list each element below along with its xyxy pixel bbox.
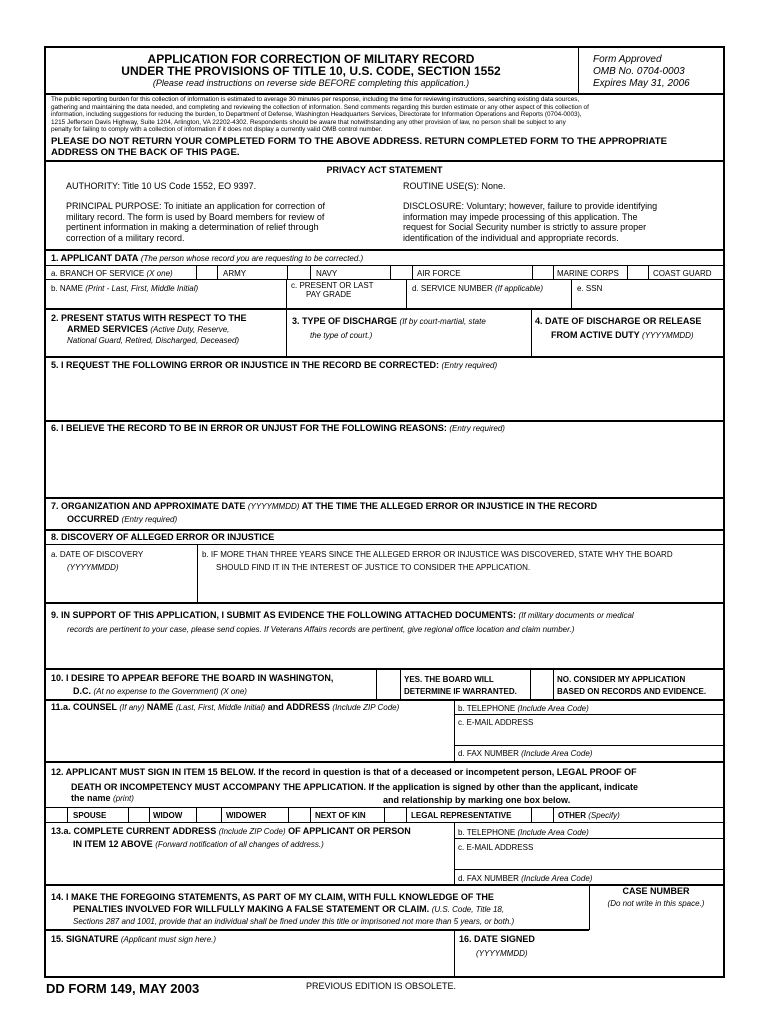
burden-line: penalty for failing to comply with a collection of information if it does not display a currently valid OMB control number. <box>51 126 383 133</box>
s8b-line: SHOULD FIND IT IN THE INTEREST OF JUSTICE TO CONSIDER THE APPLICATION. <box>216 563 531 572</box>
spouse-label: SPOUSE <box>73 811 107 820</box>
s13a-line: OF APPLICANT OR PERSON <box>288 826 411 836</box>
s8b-line: b. IF MORE THAN THREE YEARS SINCE THE ALLEGED ERROR OR INJUSTICE WAS DISCOVERED, STATE WHY THE BOARD <box>202 550 673 559</box>
s2-note: (Active Duty, Reserve, <box>150 325 230 334</box>
s13a-note: (Forward notification of all changes of address.) <box>155 840 324 849</box>
counsel-email-label: c. E-MAIL ADDRESS <box>458 718 534 727</box>
s4-line: 4. DATE OF DISCHARGE OR RELEASE <box>535 316 702 326</box>
s9-label <box>51 608 634 637</box>
branch-text: a. BRANCH OF SERVICE <box>51 269 145 278</box>
s4-note: (YYYYMMDD) <box>642 331 694 340</box>
branch-label <box>51 269 173 278</box>
branch-army-label: ARMY <box>223 269 247 278</box>
s7-line: OCCURRED <box>67 514 120 524</box>
applicant-fax-text: d. FAX NUMBER <box>458 874 519 883</box>
s5-title: 5. I REQUEST THE FOLLOWING ERROR OR INJUSTICE IN THE RECORD BE CORRECTED: <box>51 360 440 370</box>
s14-line: 14. I MAKE THE FOREGOING STATEMENTS, AS PART OF MY CLAIM, WITH FULL KNOWLEDGE OF THE <box>51 892 494 902</box>
s15-title: 15. SIGNATURE <box>51 934 119 944</box>
s11a-note: (If any) <box>119 703 145 712</box>
s4-label <box>535 314 701 343</box>
branch-air-force-checkbox[interactable] <box>392 267 410 278</box>
applicant-telephone-note: (Include Area Code) <box>517 828 589 837</box>
branch-army-checkbox[interactable] <box>198 267 215 278</box>
purpose-line: PRINCIPAL PURPOSE: To initiate an application for correction of <box>66 201 325 211</box>
s7-note: (Entry required) <box>121 515 178 524</box>
s11a-text: NAME <box>146 702 174 712</box>
s12-relationship-label: and relationship by marking one box below. <box>383 795 571 805</box>
pay-grade-line: c. PRESENT OR LAST <box>291 281 374 290</box>
burden-statement <box>51 96 721 134</box>
branch-marine-corps-checkbox[interactable] <box>534 267 551 278</box>
s9-documents-textarea[interactable] <box>50 638 718 664</box>
s12-name-label <box>71 793 134 803</box>
appear-yes-line: YES. THE BOARD WILL <box>404 675 494 684</box>
other-checkbox[interactable] <box>533 809 551 821</box>
applicant-fax-label <box>458 874 592 883</box>
s16-label: 16. DATE SIGNED <box>459 934 535 944</box>
appear-yes-label <box>404 674 517 698</box>
s9-note: records are pertinent to your case, please send copies. If Veterans Affairs records are pertinent, give regional office location and claim number.) <box>67 625 575 634</box>
widower-checkbox[interactable] <box>198 809 219 821</box>
s3-label <box>292 314 486 343</box>
case-number-note: (Do not write in this space.) <box>607 899 705 908</box>
counsel-telephone-note: (Include Area Code) <box>517 704 589 713</box>
s3-title: 3. TYPE OF DISCHARGE <box>292 316 398 326</box>
s5-error-textarea[interactable] <box>50 374 718 416</box>
s7-label <box>51 500 597 526</box>
privacy-disclosure <box>403 201 657 243</box>
disclosure-line: request for Social Security number is strictly to assure proper <box>403 222 647 232</box>
form-title-line1: APPLICATION FOR CORRECTION OF MILITARY RECORD <box>147 52 475 66</box>
return-warning <box>51 136 667 158</box>
name-label <box>51 284 198 293</box>
s12-label <box>51 765 638 795</box>
other-note: (Specify) <box>588 811 620 820</box>
s9-note: (If military documents or medical <box>518 611 634 620</box>
s1-note: (The person whose record you are requesting to be corrected.) <box>140 254 364 263</box>
branch-air-force-label: AIR FORCE <box>417 269 461 278</box>
next-of-kin-checkbox[interactable] <box>290 809 309 821</box>
appear-no-line: BASED ON RECORDS AND EVIDENCE. <box>557 687 707 696</box>
form-identifier: DD FORM 149, MAY 2003 <box>46 981 200 996</box>
s3-note: (If by court-martial, state <box>399 317 486 326</box>
warning-line: PLEASE DO NOT RETURN YOUR COMPLETED FORM TO THE ABOVE ADDRESS. RETURN COMPLETED FORM TO THE APPROPRIATE <box>51 136 667 147</box>
s10-line: 10. I DESIRE TO APPEAR BEFORE THE BOARD IN WASHINGTON, <box>51 673 334 683</box>
burden-line: gathering and maintaining the data needed, and completing and reviewing the collection of information. Send comments regarding this burden estimate or any other aspect of this collection of <box>51 103 589 111</box>
applicant-telephone-label <box>458 828 589 837</box>
s11a-note: (Include ZIP Code) <box>332 703 400 712</box>
s8b-label <box>202 548 673 574</box>
s14-note: Sections 287 and 1001, provide that an individual shall be fined under this title or imprisoned not more than 5 years, or both.) <box>73 917 515 926</box>
service-number-label <box>412 284 543 293</box>
s16-note: (YYYYMMDD) <box>476 949 528 958</box>
s7-line: 7. ORGANIZATION AND APPROXIMATE DATE <box>51 501 246 511</box>
privacy-authority: AUTHORITY: Title 10 US Code 1552, EO 9397. <box>66 181 257 191</box>
s13a-label <box>51 825 411 851</box>
counsel-telephone-label <box>458 704 589 713</box>
appear-no-checkbox[interactable] <box>532 670 551 698</box>
spouse-checkbox[interactable] <box>47 809 66 821</box>
counsel-telephone-text: b. TELEPHONE <box>458 704 516 713</box>
s12-name-note: (print) <box>113 794 134 803</box>
service-number-text: d. SERVICE NUMBER <box>412 284 493 293</box>
s4-line: FROM ACTIVE DUTY <box>551 330 640 340</box>
appear-yes-line: DETERMINE IF WARRANTED. <box>404 687 517 696</box>
s8a-label <box>51 548 143 574</box>
applicant-fax-note: (Include Area Code) <box>521 874 593 883</box>
counsel-fax-text: d. FAX NUMBER <box>458 749 519 758</box>
appear-no-line: NO. CONSIDER MY APPLICATION <box>557 675 686 684</box>
case-number-label: CASE NUMBER <box>622 886 690 896</box>
s1-title: 1. APPLICANT DATA <box>51 253 139 263</box>
counsel-fax-label <box>458 749 592 758</box>
s2-line: 2. PRESENT STATUS WITH RESPECT TO THE <box>51 313 247 323</box>
other-label <box>558 811 620 820</box>
s11a-text: 11.a. COUNSEL <box>51 702 117 712</box>
s12-line: 12. APPLICANT MUST SIGN IN ITEM 15 BELOW. If the record in question is that of a deceased or incompetent person, LEGAL PROOF OF <box>51 767 637 777</box>
applicant-address-input[interactable] <box>50 853 450 883</box>
s7-line: AT THE TIME THE ALLEGED ERROR OR INJUSTICE IN THE RECORD <box>301 501 598 511</box>
appear-no-label <box>557 674 706 698</box>
s14-note: (U.S. Code, Title 18, <box>431 905 505 914</box>
omb-number: OMB No. 0704-0003 <box>593 66 685 77</box>
s8a-note: (YYYYMMDD) <box>67 563 119 572</box>
signer-name-input[interactable] <box>146 793 376 805</box>
s14-label <box>51 891 514 928</box>
appear-yes-checkbox[interactable] <box>378 670 398 698</box>
branch-coast-guard-label: COAST GUARD <box>653 269 712 278</box>
s5-note: (Entry required) <box>441 361 498 370</box>
privacy-purpose <box>66 201 325 243</box>
service-number-note: (If applicable) <box>495 284 544 293</box>
obsolete-notice: PREVIOUS EDITION IS OBSOLETE. <box>306 981 457 991</box>
signature-field[interactable] <box>50 948 450 974</box>
next-of-kin-label: NEXT OF KIN <box>315 811 366 820</box>
s8-label: 8. DISCOVERY OF ALLEGED ERROR OR INJUSTICE <box>51 532 275 542</box>
approval-1: Form Approved <box>593 54 662 65</box>
widower-label: WIDOWER <box>226 811 267 820</box>
purpose-line: correction of a military record. <box>66 232 185 243</box>
s6-note: (Entry required) <box>449 424 505 433</box>
form-title-note: (Please read instructions on reverse side BEFORE completing this application.) <box>152 78 470 88</box>
burden-line: The public reporting burden for this collection of information is estimated to average 30 minutes per response, including the time for reviewing instructions, searching existing data sources, <box>51 96 580 103</box>
s11a-label <box>51 702 399 712</box>
other-text: OTHER <box>558 811 586 820</box>
disclosure-line: DISCLOSURE: Voluntary; however, failure to provide identifying <box>403 201 658 211</box>
s1-label <box>51 253 363 263</box>
s13a-note: (Include ZIP Code) <box>218 827 286 836</box>
purpose-line: pertinent information in making a determination of relief through <box>66 222 319 232</box>
pay-grade-line: PAY GRADE <box>306 290 352 299</box>
counsel-fax-note: (Include Area Code) <box>521 749 593 758</box>
s2-line: ARMED SERVICES <box>67 324 148 334</box>
s2-note: National Guard, Retired, Discharged, Deceased) <box>67 336 240 345</box>
legal-representative-label: LEGAL REPRESENTATIVE <box>411 811 512 820</box>
ssn-label: e. SSN <box>577 284 603 293</box>
burden-line: 1215 Jefferson Davis Highway, Suite 1204, Arlington, VA 22202-4302. Respondents should be aware that notwithstanding any other provision of law, no person shall be subject to any <box>51 118 566 126</box>
branch-navy-label: NAVY <box>316 269 338 278</box>
s6-title: 6. I BELIEVE THE RECORD TO BE IN ERROR OR UNJUST FOR THE FOLLOWING REASONS: <box>51 423 447 433</box>
s8a-text: a. DATE OF DISCOVERY <box>51 550 144 559</box>
expiration-date: Expires May 31, 2006 <box>593 78 690 89</box>
dd-form-149 <box>44 46 725 978</box>
s11a-text: and ADDRESS <box>267 702 330 712</box>
date-signed-input[interactable] <box>458 960 586 976</box>
counsel-address-input[interactable] <box>50 716 450 760</box>
s12-line: DEATH OR INCOMPETENCY MUST ACCOMPANY THE APPLICATION. If the application is signed by other than the applicant, indicate <box>71 782 639 792</box>
s10-label <box>51 672 333 698</box>
privacy-routine-use: ROUTINE USE(S): None. <box>403 181 506 191</box>
s7-note: (YYYYMMDD) <box>247 502 300 511</box>
branch-note: (X one) <box>146 269 173 278</box>
s6-label <box>51 423 505 433</box>
s6-reasons-textarea[interactable] <box>50 437 718 493</box>
purpose-line: military record. The form is used by Board members for review of <box>66 211 325 222</box>
applicant-name-input[interactable] <box>47 294 283 308</box>
s11a-note: (Last, First, Middle Initial) <box>175 703 266 712</box>
pay-grade-label <box>291 281 374 299</box>
s15-label <box>51 934 216 944</box>
warning-line: ADDRESS ON THE BACK OF THIS PAGE. <box>51 147 240 158</box>
s13a-line: 13.a. COMPLETE CURRENT ADDRESS <box>51 826 217 836</box>
s10-note: (At no expense to the Government) (X one) <box>93 687 247 696</box>
form-title-line2: UNDER THE PROVISIONS OF TITLE 10, U.S. CODE, SECTION 1552 <box>121 64 501 78</box>
burden-line: information, including suggestions for reducing the burden, to Department of Defense, Washington Headquarters Services, Directorate for Information Operations and Reports (0704-0003), <box>51 111 582 118</box>
s12-name-text: the name <box>71 793 111 803</box>
s3-note: the type of court.) <box>310 331 373 340</box>
name-text: b. NAME <box>51 284 84 293</box>
s5-label <box>51 360 497 370</box>
s13a-line: IN ITEM 12 ABOVE <box>73 839 153 849</box>
s14-line: PENALTIES INVOLVED FOR WILLFULLY MAKING A FALSE STATEMENT OR CLAIM. <box>73 904 430 914</box>
disclosure-line: identification of the individual and appropriate records. <box>403 232 619 243</box>
s15-note: (Applicant must sign here.) <box>120 935 217 944</box>
name-note: (Print - Last, First, Middle Initial) <box>85 284 199 293</box>
applicant-email-label: c. E-MAIL ADDRESS <box>458 843 534 852</box>
branch-coast-guard-checkbox[interactable] <box>629 267 646 278</box>
s9-title: 9. IN SUPPORT OF THIS APPLICATION, I SUBMIT AS EVIDENCE THE FOLLOWING ATTACHED DOCUMENTS: <box>51 610 517 620</box>
widow-checkbox[interactable] <box>130 809 148 821</box>
s10-line: D.C. <box>73 686 91 696</box>
s2-label <box>51 313 247 346</box>
widow-label: WIDOW <box>153 811 183 820</box>
disclosure-line: information may impede processing of this application. The <box>403 211 638 222</box>
branch-navy-checkbox[interactable] <box>289 267 308 278</box>
legal-representative-checkbox[interactable] <box>386 809 405 821</box>
privacy-heading: PRIVACY ACT STATEMENT <box>326 165 443 175</box>
branch-marine-corps-label: MARINE CORPS <box>557 269 619 278</box>
applicant-telephone-text: b. TELEPHONE <box>458 828 516 837</box>
